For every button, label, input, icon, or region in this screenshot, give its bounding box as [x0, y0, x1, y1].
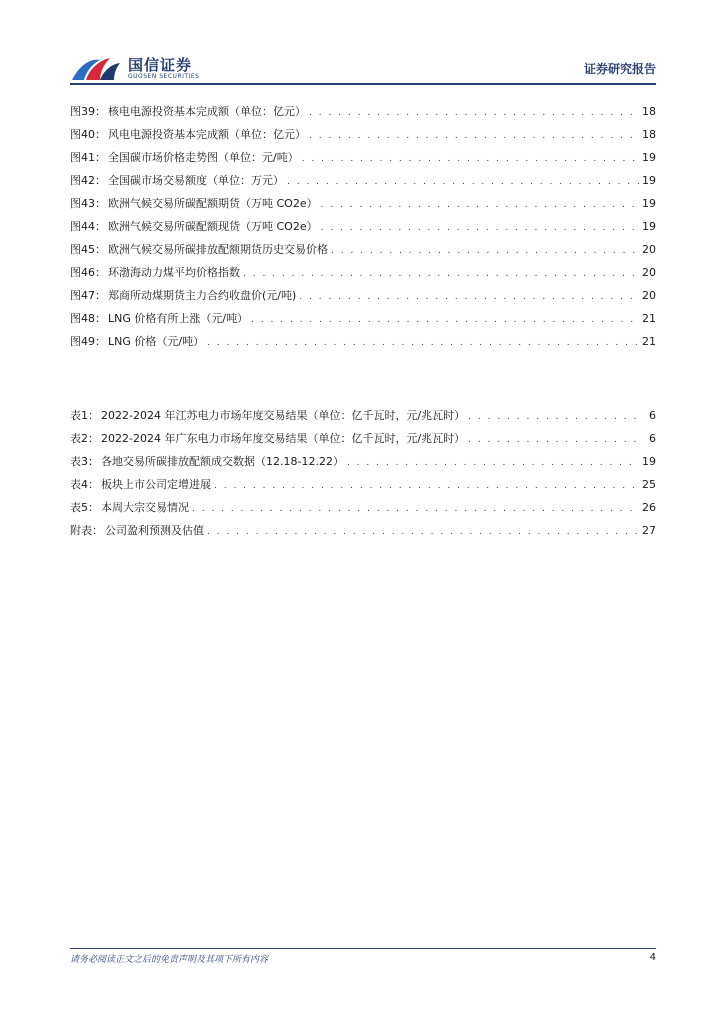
dot-leader: [321, 194, 639, 217]
entry-title: 环渤海动力煤平均价格指数: [108, 266, 240, 279]
logo-english-name: GUOSEN SECURITIES: [128, 73, 200, 80]
entry-title: 公司盈利预测及估值: [105, 524, 204, 537]
entry-label: 图41：: [70, 151, 106, 164]
entry-page-number: 20: [642, 289, 656, 302]
entry-page-number: 19: [642, 197, 656, 210]
entry-title: 2022-2024 年广东电力市场年度交易结果（单位：亿千瓦时，元/兆瓦时）: [101, 432, 466, 445]
entry-title: 本周大宗交易情况: [101, 501, 189, 514]
dot-leader: [207, 521, 639, 544]
entry-title: 核电电源投资基本完成额（单位：亿元）: [108, 105, 306, 118]
table-list: [70, 404, 656, 542]
dot-leader: [287, 171, 639, 194]
entry-label: 表4：: [70, 478, 99, 491]
entry-title: 欧洲气候交易所碳配额现货（万吨 CO2e）: [108, 220, 318, 233]
entry-title: 全国碳市场价格走势图（单位：元/吨）: [108, 151, 299, 164]
entry-title: 郑商所动煤期货主力合约收盘价(元/吨): [108, 289, 297, 302]
dot-leader: [251, 309, 639, 332]
entry-page-number: 27: [642, 524, 656, 537]
entry-page-number: 19: [642, 151, 656, 164]
dot-leader: [321, 217, 639, 240]
toc-entry-figure[interactable]: [70, 169, 656, 192]
logo-chinese-name: 国信证券: [128, 56, 193, 74]
entry-page-number: 19: [642, 455, 656, 468]
entry-page-number: 21: [642, 335, 656, 348]
entry-title: 欧洲气候交易所碳配额期货（万吨 CO2e）: [108, 197, 318, 210]
dot-leader: [243, 263, 639, 286]
toc-entry-table[interactable]: [70, 404, 656, 427]
header-divider: [70, 83, 656, 85]
entry-label: 图48：: [70, 312, 106, 325]
page-header: [70, 52, 656, 84]
footer-divider: [70, 948, 656, 949]
entry-label: 图45：: [70, 243, 106, 256]
entry-label: 图42：: [70, 174, 106, 187]
toc-entry-figure[interactable]: [70, 146, 656, 169]
toc-entry-table[interactable]: [70, 496, 656, 519]
toc-entry-figure[interactable]: [70, 261, 656, 284]
dot-leader: [309, 102, 639, 125]
figure-list: [70, 100, 656, 353]
entry-label: 附表：: [70, 524, 103, 537]
entry-label: 图46：: [70, 266, 106, 279]
entry-title: LNG 价格有所上涨（元/吨）: [108, 312, 249, 325]
toc-entry-figure[interactable]: [70, 284, 656, 307]
guosen-logo-icon: [70, 54, 122, 82]
guosen-logo: [70, 52, 210, 84]
entry-label: 图47：: [70, 289, 106, 302]
entry-page-number: 18: [642, 128, 656, 141]
dot-leader: [192, 498, 639, 521]
toc-entry-figure[interactable]: [70, 100, 656, 123]
entry-title: 各地交易所碳排放配额成交数据（12.18-12.22）: [101, 455, 344, 468]
document-type: 证券研究报告: [583, 62, 656, 76]
entry-page-number: 20: [642, 266, 656, 279]
entry-page-number: 20: [642, 243, 656, 256]
dot-leader: [468, 406, 639, 429]
entry-page-number: 19: [642, 220, 656, 233]
entry-label: 图49：: [70, 335, 106, 348]
entry-title: 欧洲气候交易所碳排放配额期货历史交易价格: [108, 243, 328, 256]
toc-entry-figure[interactable]: [70, 215, 656, 238]
entry-page-number: 19: [642, 174, 656, 187]
toc-entry-figure[interactable]: [70, 192, 656, 215]
dot-leader: [214, 475, 639, 498]
entry-title: 全国碳市场交易额度（单位：万元）: [108, 174, 284, 187]
entry-label: 表3：: [70, 455, 99, 468]
page-number: 4: [649, 952, 656, 963]
toc-entry-figure[interactable]: [70, 330, 656, 353]
entry-page-number: 18: [642, 105, 656, 118]
dot-leader: [207, 332, 639, 355]
entry-label: 图39：: [70, 105, 106, 118]
toc-entry-table[interactable]: [70, 519, 656, 542]
entry-page-number: 6: [649, 432, 656, 445]
footer-disclaimer: 请务必阅读正文之后的免责声明及其项下所有内容: [70, 955, 269, 965]
toc-entry-figure[interactable]: [70, 307, 656, 330]
dot-leader: [468, 429, 639, 452]
entry-label: 表2：: [70, 432, 99, 445]
entry-page-number: 25: [642, 478, 656, 491]
entry-title: 风电电源投资基本完成额（单位：亿元）: [108, 128, 306, 141]
entry-title: LNG 价格（元/吨）: [108, 335, 205, 348]
entry-label: 表1：: [70, 409, 99, 422]
dot-leader: [309, 125, 639, 148]
entry-label: 表5：: [70, 501, 99, 514]
entry-title: 板块上市公司定增进展: [101, 478, 211, 491]
entry-label: 图40：: [70, 128, 106, 141]
entry-page-number: 26: [642, 501, 656, 514]
entry-label: 图43：: [70, 197, 106, 210]
toc-entry-table[interactable]: [70, 473, 656, 496]
toc-entry-table[interactable]: [70, 450, 656, 473]
dot-leader: [302, 148, 639, 171]
entry-page-number: 6: [649, 409, 656, 422]
toc-entry-table[interactable]: [70, 427, 656, 450]
toc-entry-figure[interactable]: [70, 238, 656, 261]
dot-leader: [331, 240, 639, 263]
entry-page-number: 21: [642, 312, 656, 325]
toc-entry-figure[interactable]: [70, 123, 656, 146]
dot-leader: [299, 286, 639, 309]
dot-leader: [347, 452, 639, 475]
entry-label: 图44：: [70, 220, 106, 233]
entry-title: 2022-2024 年江苏电力市场年度交易结果（单位：亿千瓦时，元/兆瓦时）: [101, 409, 466, 422]
